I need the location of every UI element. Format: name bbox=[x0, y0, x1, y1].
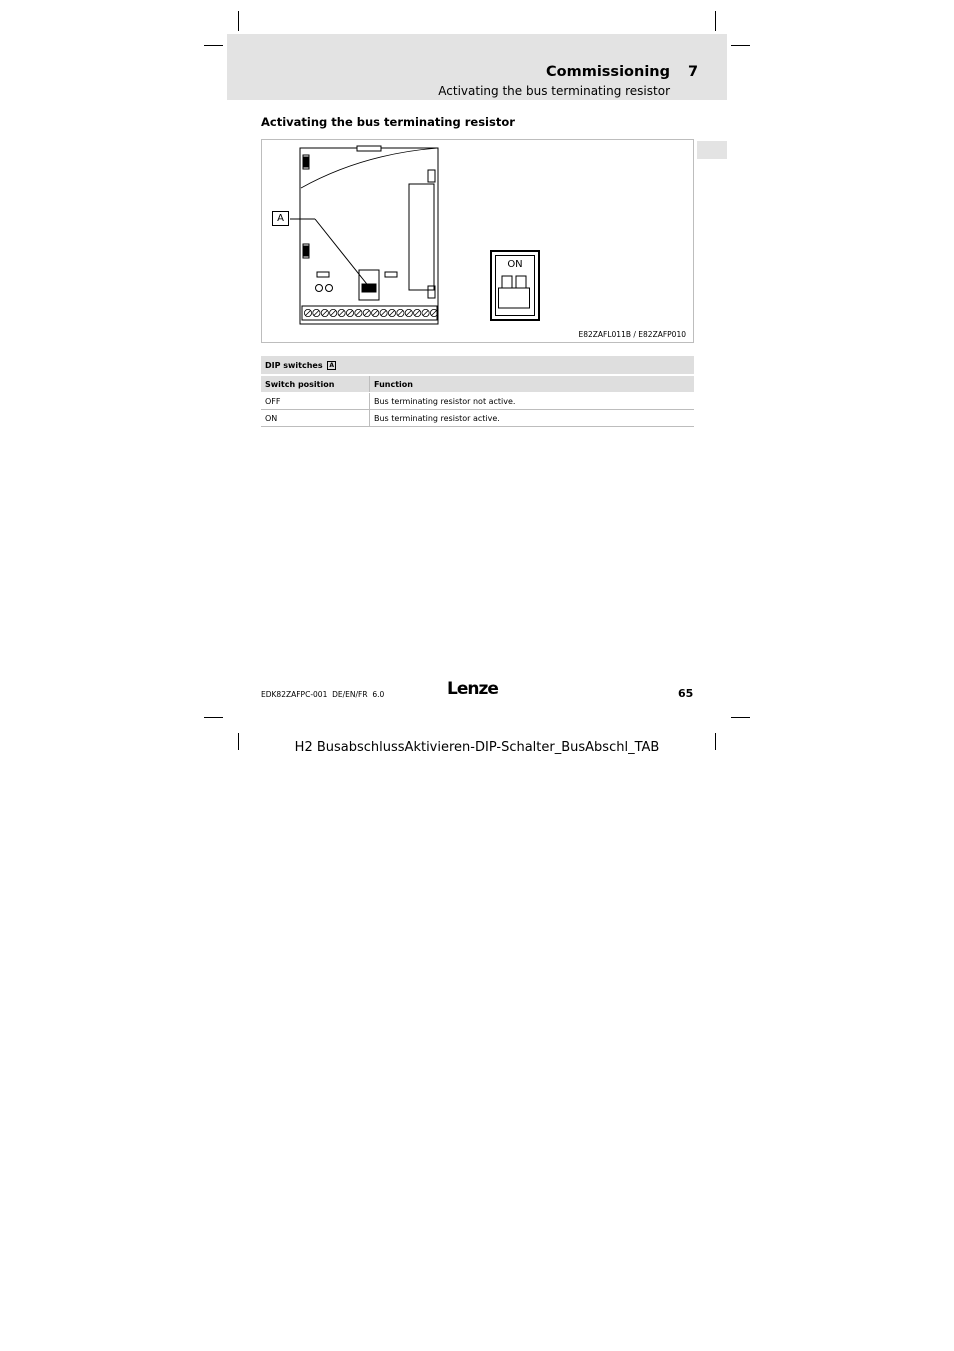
table-cell: Bus terminating resistor not active. bbox=[370, 393, 695, 410]
chapter-number: 7 bbox=[688, 64, 699, 80]
table-cell: Bus terminating resistor active. bbox=[370, 410, 695, 427]
lenze-logo: Lenze bbox=[447, 679, 498, 699]
dip-switch-table bbox=[261, 356, 694, 427]
table-cell: ON bbox=[261, 410, 370, 427]
table-caption-marker: A bbox=[329, 361, 335, 369]
dip-switch-levers bbox=[497, 274, 533, 310]
table-header-row bbox=[261, 375, 694, 393]
crop-mark bbox=[715, 11, 716, 31]
crop-mark bbox=[204, 45, 223, 46]
crop-mark bbox=[731, 717, 750, 718]
column-header-function: Function bbox=[370, 375, 695, 393]
crop-mark bbox=[238, 11, 239, 31]
chapter-subtitle: Activating the bus terminating resistor bbox=[438, 84, 670, 98]
crop-mark bbox=[204, 717, 223, 718]
chapter-title: Commissioning bbox=[546, 64, 670, 80]
table-caption-text: DIP switches bbox=[265, 360, 323, 370]
dip-switch-on-label: ON bbox=[507, 259, 523, 270]
column-header-switch-position: Switch position bbox=[261, 375, 370, 393]
table-row bbox=[261, 410, 694, 427]
table-caption-row bbox=[261, 356, 694, 375]
document-meta-line: H2 BusabschlussAktivieren-DIP-Schalter_BusAbschl_TAB bbox=[294, 740, 660, 755]
table-caption bbox=[261, 356, 694, 375]
crop-mark bbox=[731, 45, 750, 46]
device-illustration bbox=[262, 140, 693, 340]
figure-caption: E82ZAFL011B / E82ZAFP010 bbox=[578, 330, 686, 339]
section-title: Activating the bus terminating resistor bbox=[261, 115, 515, 129]
table-row bbox=[261, 393, 694, 410]
side-tab bbox=[697, 141, 727, 159]
page-number: 65 bbox=[678, 687, 694, 700]
table-cell: OFF bbox=[261, 393, 370, 410]
footer-doc-id: EDK82ZAFPC-001 DE/EN/FR 6.0 bbox=[261, 690, 385, 699]
callout-label-a: A bbox=[272, 211, 289, 226]
